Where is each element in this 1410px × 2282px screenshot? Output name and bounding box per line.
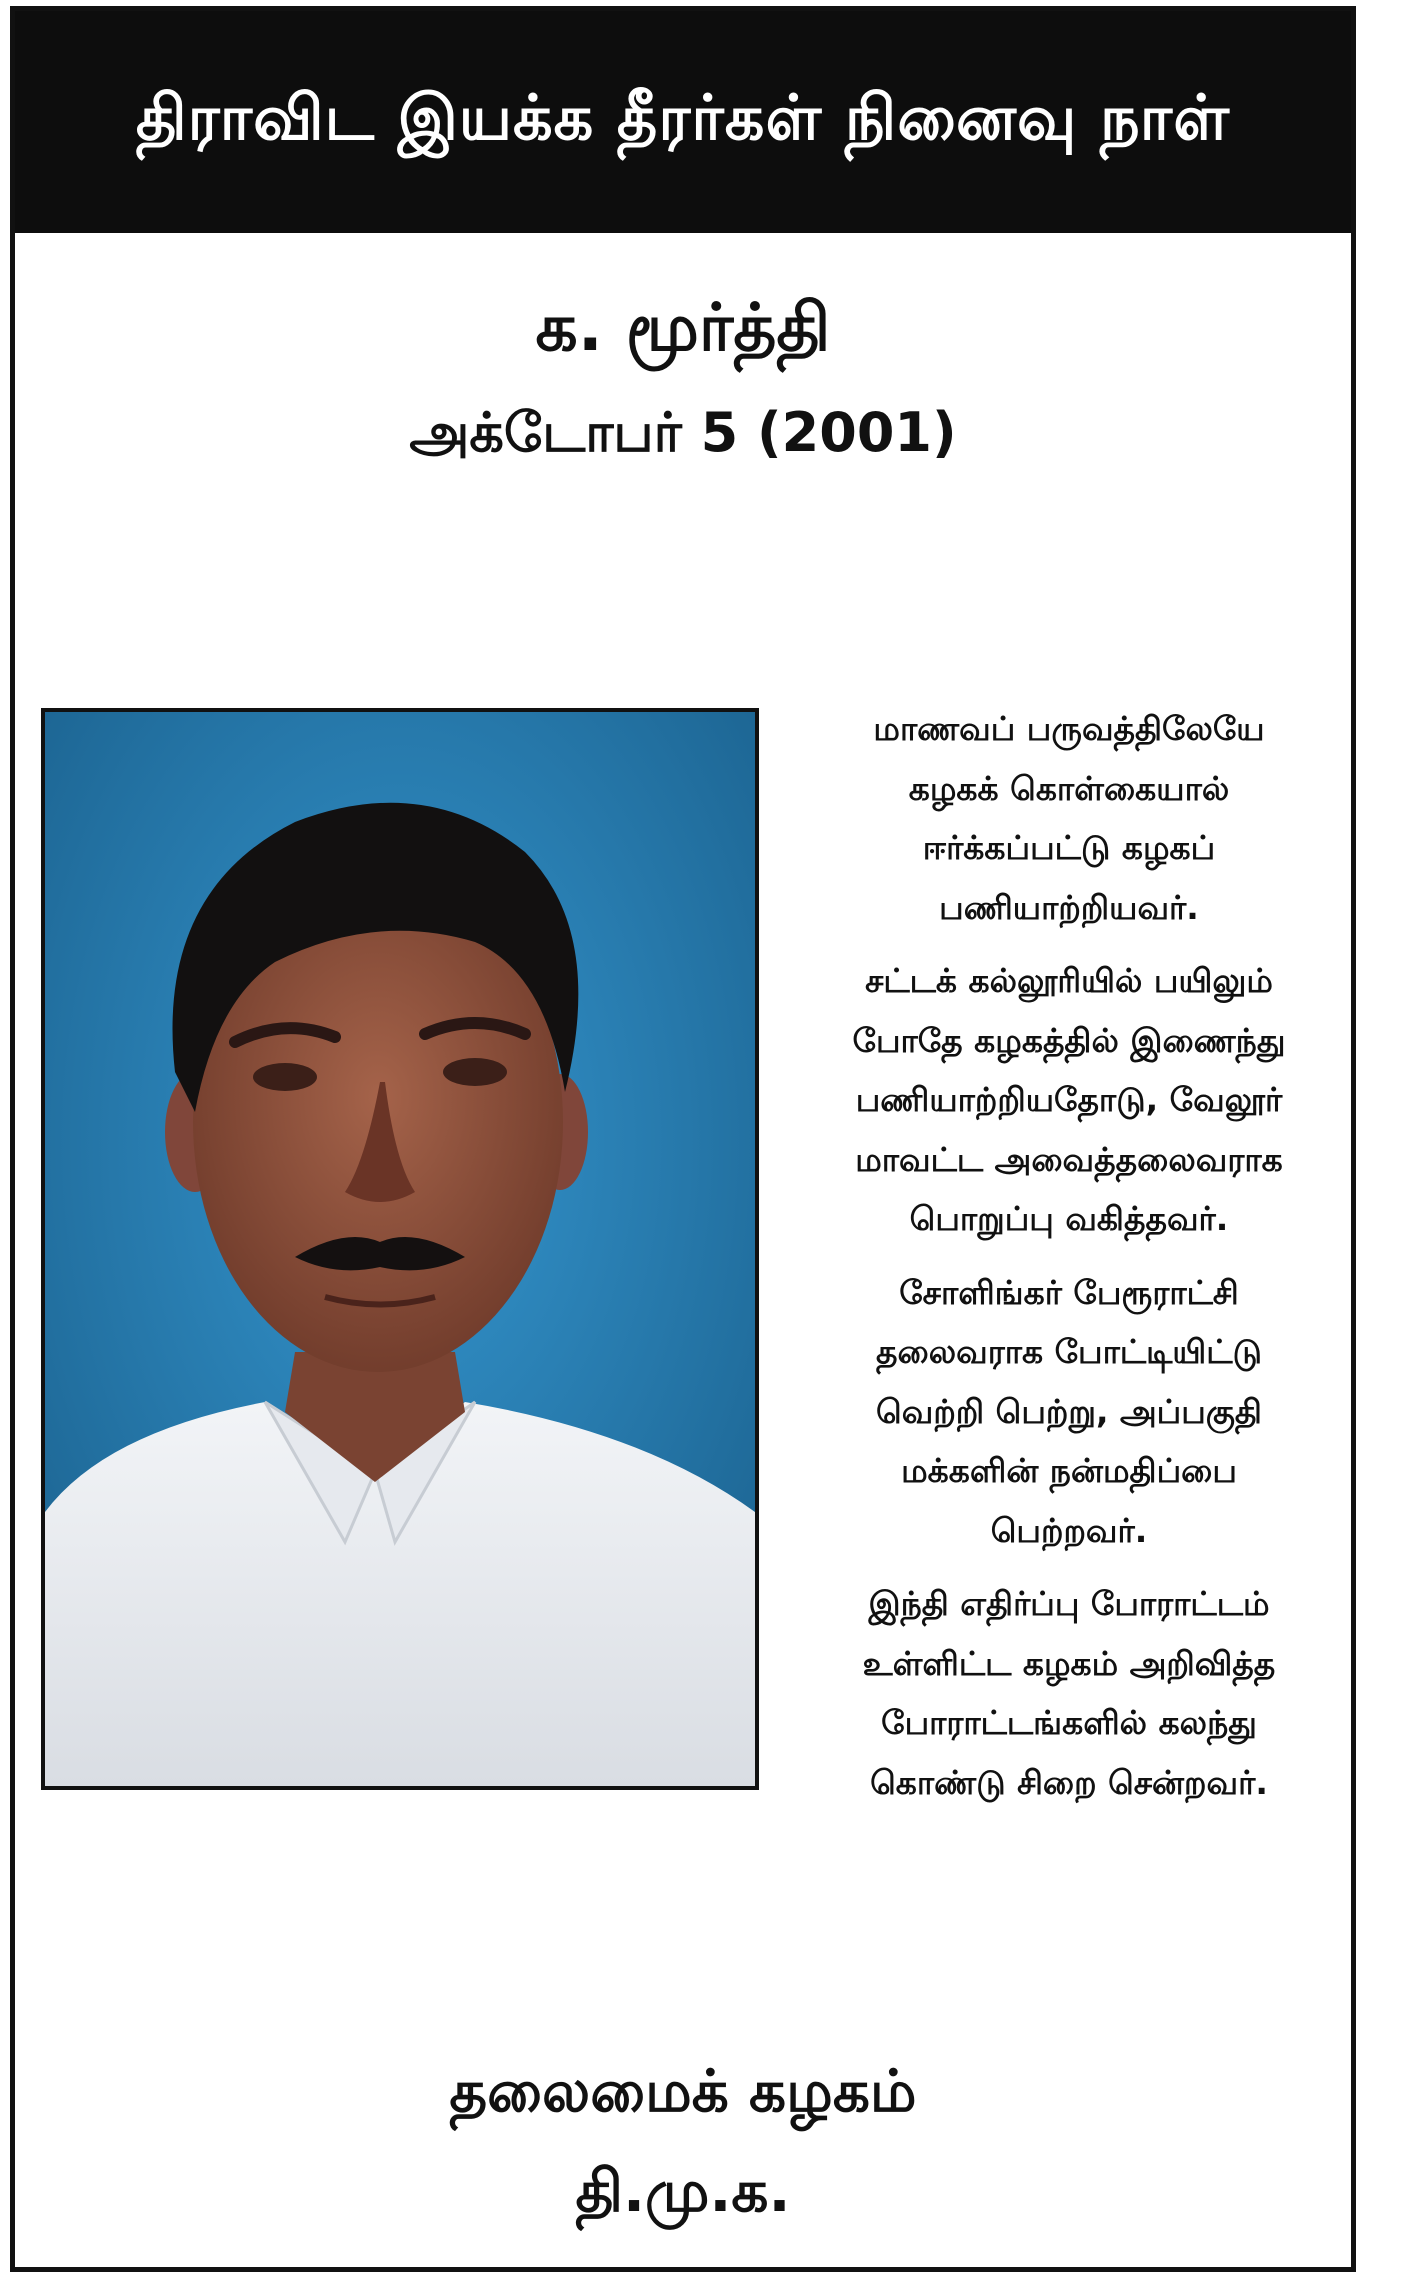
footer-party: தி.மு.க. xyxy=(575,2157,791,2225)
biography xyxy=(783,699,1355,1826)
person-name: க. மூர்த்தி xyxy=(535,289,831,366)
memorial-notice xyxy=(10,6,1356,2272)
footer-organization: தலைமைக் கழகம் xyxy=(449,2057,917,2125)
bio-paragraph-law-college: சட்டக் கல்லூரியில் பயிலும் போதே கழகத்தில் இணைந்து பணியாற்றியதோடு, வேலூர் மாவட்ட அவைத்தலைவராக பொறுப்பு வகித்தவர். xyxy=(852,961,1286,1238)
bio-paragraph-agitation: இந்தி எதிர்ப்பு போராட்டம் உள்ளிட்ட கழகம் அறிவித்த போராட்டங்களில் கலந்து கொண்டு சிறை சென்றவர். xyxy=(862,1584,1276,1802)
header-banner xyxy=(15,11,1351,233)
portrait-illustration xyxy=(45,712,755,1786)
memorial-date: அக்டோபர் 5 (2001) xyxy=(409,401,957,464)
banner-title: திராவிட இயக்க தீரர்கள் நினைவு நாள் xyxy=(135,81,1231,154)
bio-paragraph-sholinghur: சோளிங்கர் பேரூராட்சி தலைவராக போட்டியிட்டு வெற்றி பெற்று, அப்பகுதி மக்களின் நன்மதிப்பை பெற்றவர். xyxy=(876,1272,1262,1550)
portrait-photo xyxy=(41,708,759,1790)
bio-paragraph-student: மாணவப் பருவத்திலேயே கழகக் கொள்கையால் ஈர்க்கப்பட்டு கழகப் பணியாற்றியவர். xyxy=(873,709,1265,927)
